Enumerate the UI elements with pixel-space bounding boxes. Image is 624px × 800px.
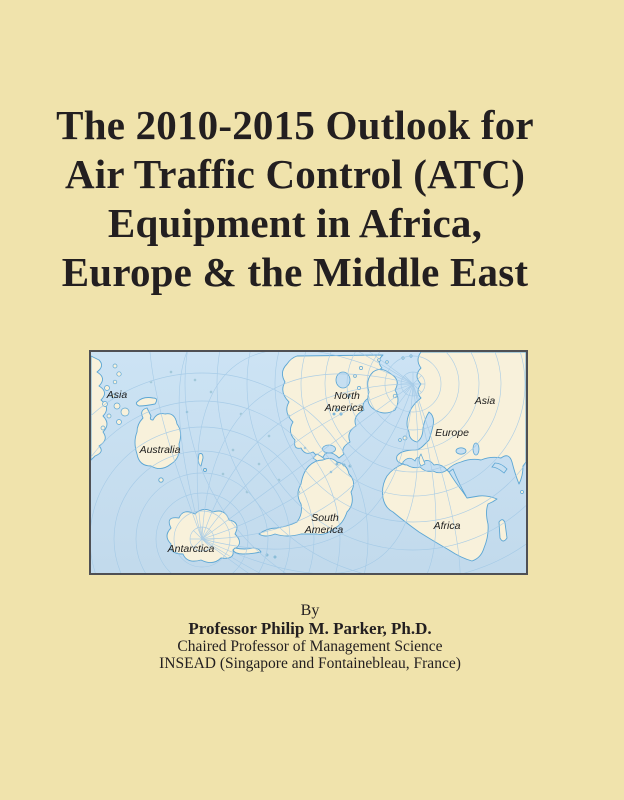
caspian-sea	[473, 443, 479, 455]
author-role: Chaired Professor of Management Science	[177, 638, 443, 655]
label-africa: Africa	[433, 520, 461, 532]
label-north-america: America	[324, 402, 364, 414]
world-map-figure	[89, 350, 528, 575]
label-asia-west: Asia	[106, 389, 128, 401]
label-europe: Europe	[435, 427, 469, 439]
author-by: By	[300, 602, 320, 619]
island-new-zealand-south	[204, 469, 207, 472]
black-sea	[456, 448, 466, 454]
label-asia-east: Asia	[474, 395, 496, 407]
world-map-svg	[91, 352, 526, 573]
title-line-1: The 2010-2015 Outlook for	[56, 102, 534, 148]
label-south-america: America	[304, 524, 344, 536]
label-north-america: North	[334, 390, 360, 402]
north-pole-rays	[401, 372, 425, 396]
author-block	[0, 602, 624, 672]
island-tasmania	[159, 478, 163, 482]
title-line-4: Europe & the Middle East	[61, 249, 529, 295]
title-line-2: Air Traffic Control (ATC)	[64, 151, 526, 197]
label-antarctica: Antarctica	[167, 543, 215, 555]
page-title	[0, 0, 624, 297]
author-affiliation: INSEAD (Singapore and Fontainebleau, France)	[159, 655, 461, 672]
label-australia: Australia	[139, 444, 181, 456]
title-line-3: Equipment in Africa,	[107, 200, 483, 246]
author-name: Professor Philip M. Parker, Ph.D.	[188, 619, 432, 638]
label-south-america: South	[311, 512, 339, 524]
